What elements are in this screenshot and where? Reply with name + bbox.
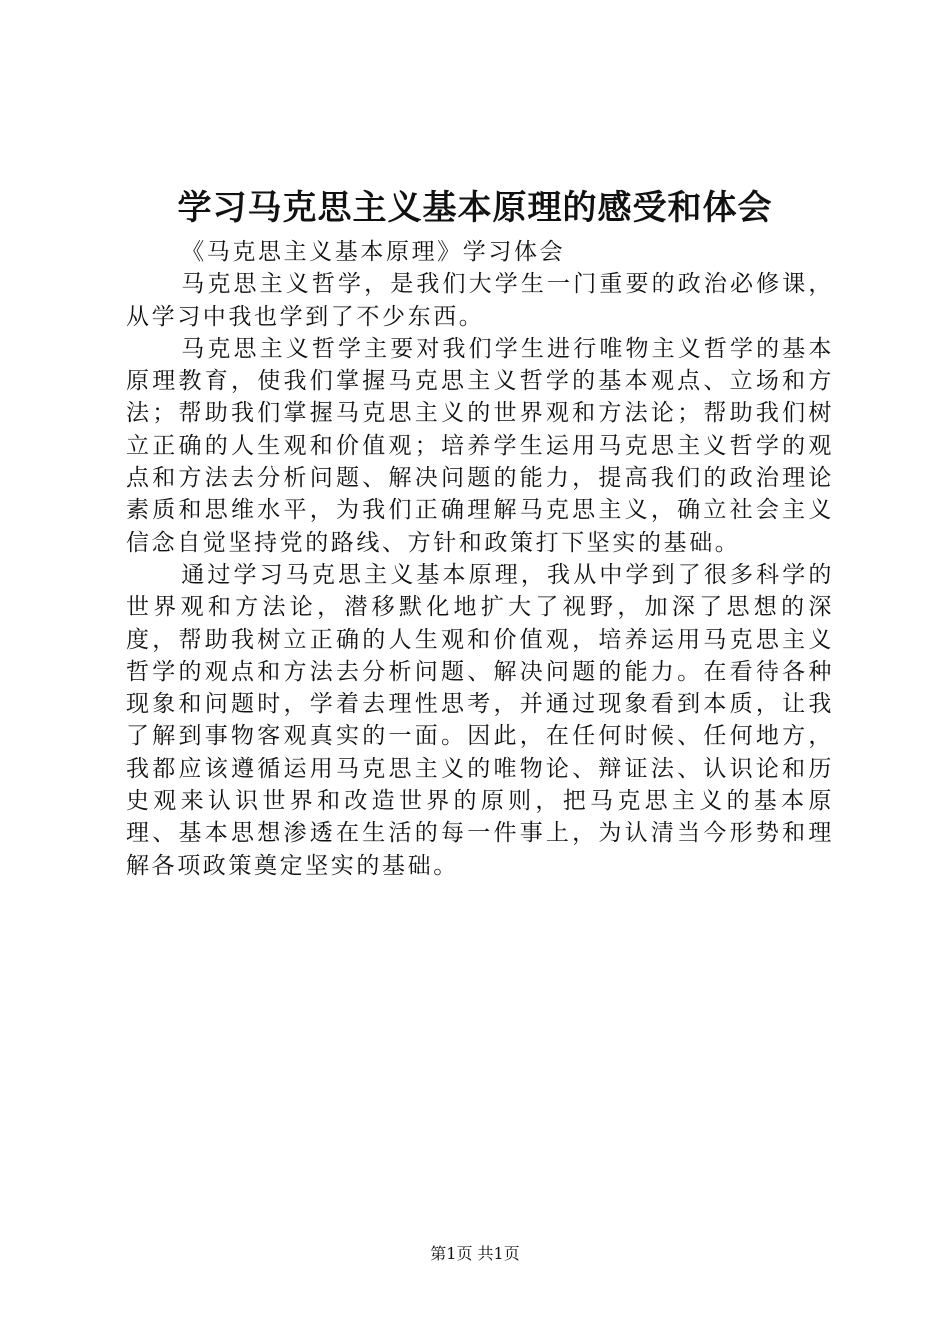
body-paragraph: 通过学习马克思主义基本原理，我从中学到了很多科学的世界观和方法论，潜移默化地扩大了视野，加深了思想的深度，帮助我树立正确的人生观和价值观，培养运用马克思主义哲学的观点和方法去分析问题、解决问题的能力。在看待各种现象和问题时，学着去理性思考，并通过现象看到本质，让我了解到事物客观真实的一面。因此，在任何时候、任何地方，我都应该遵循运用马克思主义的唯物论、辩证法、认识论和历史观来认识世界和改造世界的原则，把马克思主义的基本原理、基本思想渗透在生活的每一件事上，为认清当今形势和理解各项政策奠定坚实的基础。 [126, 561, 834, 879]
body-paragraph: 马克思主义哲学主要对我们学生进行唯物主义哲学的基本原理教育，使我们掌握马克思主义哲学的基本观点、立场和方法；帮助我们掌握马克思主义的世界观和方法论；帮助我们树立正确的人生观和价值观；培养学生运用马克思主义哲学的观点和方法去分析问题、解决问题的能力，提高我们的政治理论素质和思维水平，为我们正确理解马克思主义，确立社会主义信念自觉坚持党的路线、方针和政策打下坚实的基础。 [126, 335, 834, 556]
subtitle-paragraph: 《马克思主义基本原理》学习体会 [181, 239, 566, 265]
document-body [126, 236, 834, 882]
body-paragraph: 马克思主义哲学，是我们大学生一门重要的政治必修课，从学习中我也学到了不少东西。 [126, 271, 834, 330]
page-number-footer: 第1页 共1页 [430, 1244, 520, 1263]
document-title: 学习马克思主义基本原理的感受和体会 [177, 188, 773, 228]
